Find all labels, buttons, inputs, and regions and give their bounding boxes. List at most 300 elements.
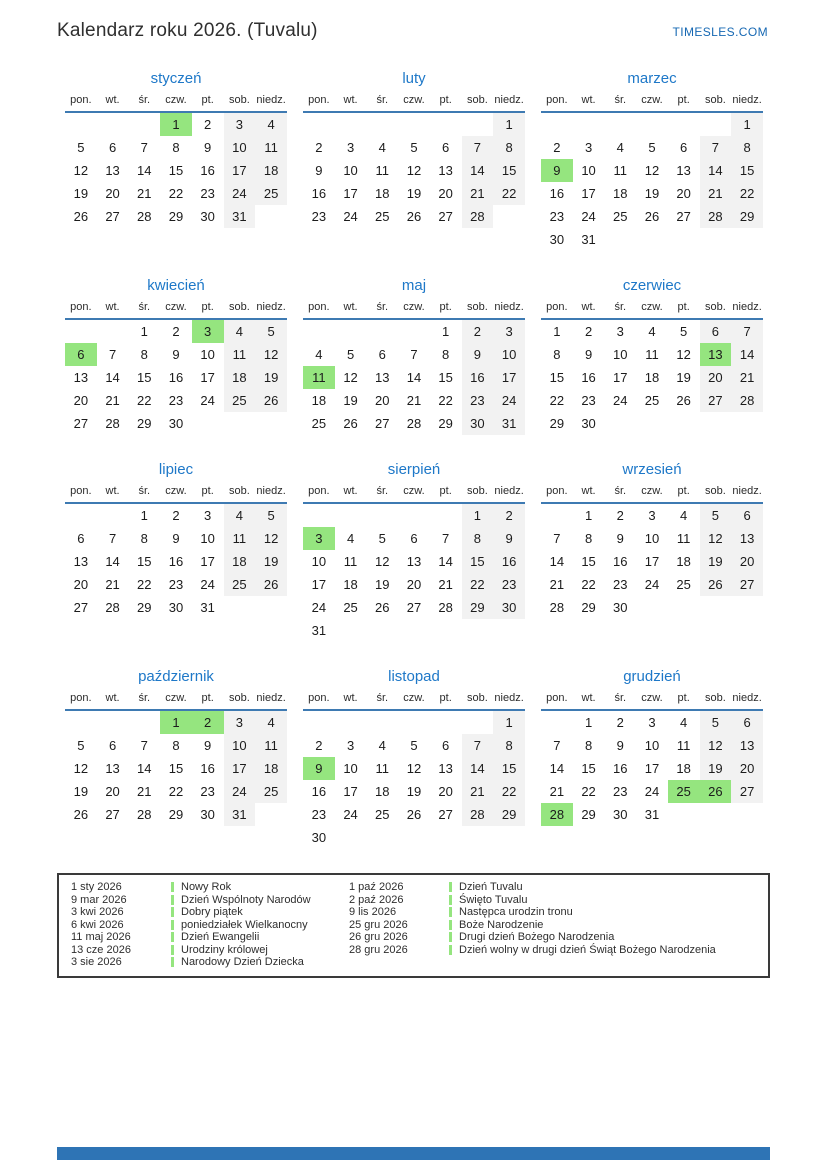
date-cell: 27 — [731, 573, 763, 596]
date-cell: 30 — [168, 416, 184, 431]
date-cell: 10 — [224, 136, 256, 159]
weekday-label: niedz. — [731, 301, 763, 319]
date-cell — [462, 710, 494, 734]
date-cell: 12 — [73, 761, 89, 776]
weekday-label: śr. — [604, 485, 636, 503]
date-cell — [65, 112, 97, 136]
date-cell: 23 — [462, 389, 494, 412]
date-cell: 5 — [700, 710, 732, 734]
weekday-label: czw. — [398, 485, 430, 503]
date-cell — [398, 319, 430, 343]
date-cell: 5 — [648, 140, 656, 155]
weekday-label: pt. — [430, 485, 462, 503]
holiday-date: 6 kwi 2026 — [71, 918, 124, 931]
date-cell: 15 — [581, 761, 596, 776]
date-cell: 23 — [311, 807, 327, 822]
date-cell: 6 — [731, 710, 763, 734]
date-cell: 6 — [410, 531, 418, 546]
month-table — [65, 485, 287, 619]
date-cell: 13 — [105, 761, 120, 776]
date-cell: 6 — [700, 319, 732, 343]
date-cell: 16 — [613, 761, 628, 776]
date-cell: 10 — [613, 347, 628, 362]
date-cell: 7 — [462, 734, 494, 757]
holiday-name: Boże Narodzenie — [459, 918, 544, 931]
date-cell: 12 — [73, 163, 89, 178]
date-cell: 29 — [581, 807, 596, 822]
date-cell: 15 — [493, 159, 525, 182]
month-table — [541, 94, 763, 251]
date-cell: 18 — [644, 370, 660, 385]
weekday-label: niedz. — [255, 94, 287, 112]
date-cell: 24 — [613, 393, 628, 408]
weekday-label: sob. — [462, 301, 494, 319]
weekday-label: czw. — [160, 301, 192, 319]
date-cell: 22 — [462, 573, 494, 596]
date-cell — [366, 619, 398, 642]
date-cell: 1 — [140, 508, 148, 523]
date-cell: 10 — [581, 163, 596, 178]
holiday-name: Urodziny królowej — [181, 943, 268, 956]
date-cell: 14 — [105, 370, 120, 385]
date-cell: 12 — [406, 163, 422, 178]
date-cell: 2 — [616, 508, 624, 523]
date-cell: 8 — [553, 347, 561, 362]
date-cell: 12 — [375, 554, 390, 569]
date-cell: 1 — [584, 508, 593, 523]
date-cell: 28 — [541, 803, 573, 826]
date-cell: 19 — [406, 784, 422, 799]
date-cell: 24 — [224, 780, 256, 803]
holiday-name: Drugi dzień Bożego Narodzenia — [459, 931, 615, 944]
date-cell: 20 — [105, 784, 120, 799]
date-cell: 10 — [644, 738, 660, 753]
date-cell — [604, 228, 636, 251]
date-cell: 8 — [172, 140, 180, 155]
weekday-label: śr. — [128, 485, 160, 503]
date-cell: 19 — [375, 577, 390, 592]
date-cell — [493, 619, 525, 642]
weekday-label: pt. — [192, 94, 224, 112]
date-cell: 22 — [493, 780, 525, 803]
date-cell: 8 — [462, 527, 494, 550]
legend-entry — [349, 894, 716, 907]
weekday-label: pt. — [668, 94, 700, 112]
date-cell: 19 — [406, 186, 422, 201]
date-cell: 2 — [172, 324, 180, 339]
date-cell: 4 — [315, 347, 323, 362]
weekday-label: śr. — [366, 485, 398, 503]
weekday-label: sob. — [700, 692, 732, 710]
date-cell: 12 — [406, 761, 422, 776]
weekday-label: niedz. — [255, 301, 287, 319]
date-cell: 17 — [343, 186, 358, 201]
date-cell — [430, 826, 462, 849]
date-cell: 14 — [105, 554, 120, 569]
date-cell: 19 — [676, 370, 691, 385]
date-cell: 28 — [406, 416, 422, 431]
date-cell — [255, 803, 287, 826]
weekday-label: wt. — [573, 485, 605, 503]
date-cell: 10 — [224, 734, 256, 757]
date-cell: 11 — [375, 761, 389, 776]
date-cell: 2 — [584, 324, 593, 339]
date-cell: 5 — [255, 319, 287, 343]
weekday-label: pt. — [430, 94, 462, 112]
date-cell: 18 — [375, 186, 390, 201]
date-cell: 27 — [700, 389, 732, 412]
month-table — [65, 692, 287, 826]
weekday-label: czw. — [398, 94, 430, 112]
legend-left-column — [71, 881, 349, 969]
date-cell: 25 — [375, 807, 390, 822]
date-cell: 11 — [224, 527, 256, 550]
date-cell — [636, 112, 668, 136]
weekday-label: wt. — [97, 692, 129, 710]
date-cell: 2 — [553, 140, 561, 155]
date-cell: 21 — [549, 577, 565, 592]
date-cell: 12 — [676, 347, 691, 362]
holiday-marker — [171, 932, 174, 942]
date-cell: 14 — [700, 159, 732, 182]
date-cell — [97, 319, 129, 343]
date-cell — [668, 596, 700, 619]
date-cell: 30 — [613, 807, 628, 822]
date-cell: 28 — [105, 600, 120, 615]
date-cell — [366, 319, 398, 343]
weekday-label: wt. — [335, 485, 367, 503]
date-cell: 20 — [73, 393, 89, 408]
date-cell: 9 — [204, 738, 212, 753]
date-cell: 30 — [200, 807, 215, 822]
date-cell — [668, 803, 700, 826]
weekday-label: sob. — [700, 301, 732, 319]
date-cell: 5 — [700, 503, 732, 527]
date-cell: 18 — [676, 761, 691, 776]
date-cell: 17 — [343, 784, 358, 799]
date-cell: 26 — [406, 209, 422, 224]
date-cell: 17 — [200, 370, 215, 385]
date-cell: 7 — [700, 136, 732, 159]
weekday-label: wt. — [335, 301, 367, 319]
weekday-label: sob. — [224, 692, 256, 710]
date-cell — [700, 596, 732, 619]
date-cell — [366, 710, 398, 734]
date-cell — [65, 319, 97, 343]
legend-entry — [71, 931, 349, 944]
holiday-date: 11 maj 2026 — [71, 931, 131, 944]
date-cell: 24 — [200, 393, 215, 408]
date-cell: 15 — [493, 757, 525, 780]
date-cell: 21 — [137, 186, 152, 201]
date-cell: 30 — [462, 412, 494, 435]
date-cell: 2 — [493, 503, 525, 527]
month-table — [303, 485, 525, 642]
holiday-name: poniedziałek Wielkanocny — [181, 918, 308, 931]
weekday-label: śr. — [128, 94, 160, 112]
holiday-date: 3 sie 2026 — [71, 956, 122, 969]
month-calendar — [303, 461, 525, 642]
weekday-label: śr. — [604, 94, 636, 112]
date-cell: 11 — [676, 738, 691, 753]
date-cell — [65, 710, 97, 734]
date-cell: 17 — [644, 554, 660, 569]
date-cell: 23 — [581, 393, 596, 408]
date-cell: 21 — [137, 784, 152, 799]
date-cell — [366, 826, 398, 849]
weekday-label: pt. — [668, 301, 700, 319]
date-cell: 25 — [676, 577, 691, 592]
weekday-label: czw. — [160, 485, 192, 503]
date-cell — [700, 112, 732, 136]
weekday-label: śr. — [366, 94, 398, 112]
date-cell: 29 — [462, 596, 494, 619]
date-cell: 5 — [77, 140, 85, 155]
date-cell: 21 — [462, 182, 494, 205]
date-cell: 17 — [613, 370, 628, 385]
date-cell: 5 — [378, 531, 386, 546]
date-cell — [97, 710, 129, 734]
date-cell: 31 — [200, 600, 215, 615]
date-cell: 17 — [581, 186, 596, 201]
date-cell: 30 — [168, 600, 184, 615]
date-cell: 20 — [438, 186, 453, 201]
date-cell: 24 — [644, 784, 660, 799]
date-cell: 13 — [73, 554, 89, 569]
date-cell: 20 — [438, 784, 453, 799]
date-cell — [668, 412, 700, 435]
date-cell: 6 — [108, 738, 117, 753]
date-cell: 19 — [700, 757, 732, 780]
date-cell: 25 — [224, 573, 256, 596]
date-cell: 28 — [438, 600, 453, 615]
date-cell: 28 — [549, 600, 565, 615]
weekday-label: pon. — [65, 94, 97, 112]
date-cell: 5 — [680, 324, 688, 339]
weekday-label: pon. — [541, 485, 573, 503]
holiday-marker — [449, 882, 452, 892]
date-cell: 8 — [493, 734, 525, 757]
date-cell — [128, 710, 160, 734]
page-title: Kalendarz roku 2026. (Tuvalu) — [57, 20, 318, 41]
weekday-label: niedz. — [731, 485, 763, 503]
date-cell: 4 — [346, 531, 355, 546]
date-cell: 29 — [168, 209, 184, 224]
date-cell: 26 — [73, 209, 89, 224]
month-calendar — [541, 70, 763, 251]
date-cell: 17 — [311, 577, 327, 592]
weekday-label: pt. — [430, 692, 462, 710]
date-cell: 26 — [700, 573, 732, 596]
date-cell: 3 — [303, 527, 335, 550]
date-cell: 10 — [343, 163, 358, 178]
date-cell — [335, 319, 367, 343]
weekday-label: niedz. — [493, 692, 525, 710]
date-cell: 31 — [311, 623, 327, 638]
date-cell: 25 — [255, 182, 287, 205]
date-cell: 18 — [224, 366, 256, 389]
date-cell: 12 — [343, 370, 358, 385]
date-cell: 11 — [303, 366, 335, 389]
date-cell: 25 — [613, 209, 628, 224]
weekday-label: pon. — [541, 94, 573, 112]
date-cell: 3 — [224, 710, 256, 734]
legend-entry — [349, 881, 716, 894]
month-title: grudzień — [623, 668, 681, 685]
month-calendar — [541, 277, 763, 435]
date-cell — [430, 112, 462, 136]
date-cell: 14 — [462, 757, 494, 780]
date-cell: 27 — [731, 780, 763, 803]
legend-right-column — [349, 881, 716, 969]
holiday-name: Narodowy Dzień Dziecka — [181, 956, 304, 969]
date-cell: 23 — [613, 577, 628, 592]
date-cell — [303, 503, 335, 527]
date-cell — [97, 503, 129, 527]
date-cell: 1 — [462, 503, 494, 527]
holiday-marker — [449, 945, 452, 955]
weekday-label: wt. — [97, 94, 129, 112]
date-cell: 8 — [584, 738, 593, 753]
date-cell: 3 — [584, 140, 593, 155]
date-cell: 7 — [108, 347, 117, 362]
date-cell: 25 — [644, 393, 660, 408]
date-cell: 26 — [406, 807, 422, 822]
weekday-label: pon. — [541, 692, 573, 710]
date-cell: 25 — [255, 780, 287, 803]
weekday-label: wt. — [97, 485, 129, 503]
holiday-name: Następca urodzin tronu — [459, 906, 573, 919]
weekday-label: śr. — [128, 692, 160, 710]
weekday-label: niedz. — [493, 485, 525, 503]
weekday-label: niedz. — [731, 94, 763, 112]
weekday-label: czw. — [636, 94, 668, 112]
holiday-marker — [171, 945, 174, 955]
month-table — [541, 485, 763, 619]
date-cell — [398, 619, 430, 642]
date-cell: 20 — [406, 577, 422, 592]
month-title: sierpień — [387, 461, 441, 478]
date-cell: 11 — [613, 163, 627, 178]
date-cell: 19 — [73, 784, 89, 799]
date-cell: 25 — [668, 780, 700, 803]
date-cell: 7 — [140, 738, 148, 753]
month-title: listopad — [388, 668, 440, 685]
date-cell: 3 — [648, 508, 656, 523]
date-cell: 1 — [493, 710, 525, 734]
weekday-label: czw. — [636, 485, 668, 503]
date-cell: 15 — [581, 554, 596, 569]
date-cell: 26 — [255, 389, 287, 412]
date-cell: 19 — [343, 393, 358, 408]
month-table — [65, 301, 287, 435]
month-table — [65, 94, 287, 228]
date-cell: 30 — [311, 830, 327, 845]
date-cell: 1 — [140, 324, 148, 339]
date-cell: 13 — [438, 761, 453, 776]
date-cell: 8 — [140, 531, 148, 546]
date-cell: 9 — [315, 163, 323, 178]
month-calendar — [65, 461, 287, 619]
date-cell: 14 — [406, 370, 422, 385]
date-cell: 16 — [493, 550, 525, 573]
month-calendar — [303, 668, 525, 849]
date-cell: 1 — [442, 324, 450, 339]
date-cell: 4 — [680, 715, 688, 730]
date-cell: 6 — [680, 140, 688, 155]
date-cell: 10 — [644, 531, 660, 546]
date-cell: 15 — [137, 370, 152, 385]
holiday-name: Dzień Wspólnoty Narodów — [181, 893, 311, 906]
date-cell: 28 — [137, 807, 152, 822]
date-cell: 20 — [375, 393, 390, 408]
month-title: wrzesień — [622, 461, 682, 478]
month-title: lipiec — [158, 461, 194, 478]
date-cell: 19 — [700, 550, 732, 573]
month-title: maj — [401, 277, 427, 294]
date-cell: 9 — [493, 527, 525, 550]
date-cell: 2 — [204, 117, 212, 132]
date-cell: 26 — [676, 393, 691, 408]
date-cell — [335, 710, 367, 734]
legend-entry — [349, 919, 716, 932]
weekday-label: pon. — [303, 94, 335, 112]
weekday-label: śr. — [128, 301, 160, 319]
date-cell — [255, 205, 287, 228]
weekday-label: pon. — [65, 485, 97, 503]
date-cell — [731, 596, 763, 619]
holiday-name: Dzień Ewangelii — [181, 931, 260, 944]
date-cell — [366, 503, 398, 527]
holiday-marker — [171, 920, 174, 930]
holiday-date: 1 paź 2026 — [349, 881, 404, 894]
date-cell: 13 — [676, 163, 691, 178]
month-calendar — [303, 277, 525, 435]
date-cell — [335, 619, 367, 642]
date-cell: 12 — [255, 343, 287, 366]
date-cell — [335, 826, 367, 849]
date-cell: 7 — [442, 531, 450, 546]
date-cell: 9 — [616, 738, 624, 753]
date-cell: 29 — [731, 205, 763, 228]
date-cell: 1 — [553, 324, 561, 339]
footer-bar — [57, 1147, 770, 1160]
date-cell: 21 — [462, 780, 494, 803]
weekday-label: sob. — [462, 94, 494, 112]
site-link[interactable]: TIMESLES.COM — [672, 25, 768, 39]
date-cell: 22 — [581, 784, 596, 799]
date-cell: 13 — [73, 370, 89, 385]
date-cell: 13 — [700, 343, 732, 366]
date-cell: 29 — [137, 416, 152, 431]
date-cell: 14 — [462, 159, 494, 182]
date-cell: 19 — [255, 550, 287, 573]
date-cell — [97, 112, 129, 136]
month-calendar — [303, 70, 525, 228]
date-cell: 4 — [255, 112, 287, 136]
holiday-name: Dzień Tuvalu — [459, 881, 523, 894]
month-calendar — [541, 668, 763, 826]
date-cell: 3 — [616, 324, 624, 339]
holiday-name: Dzień wolny w drugi dzień Świąt Bożego Narodzenia — [459, 943, 716, 956]
date-cell: 10 — [311, 554, 327, 569]
date-cell: 22 — [549, 393, 565, 408]
weekday-label: wt. — [97, 301, 129, 319]
date-cell: 23 — [549, 209, 565, 224]
date-cell: 28 — [105, 416, 120, 431]
date-cell — [366, 112, 398, 136]
date-cell: 18 — [613, 186, 628, 201]
